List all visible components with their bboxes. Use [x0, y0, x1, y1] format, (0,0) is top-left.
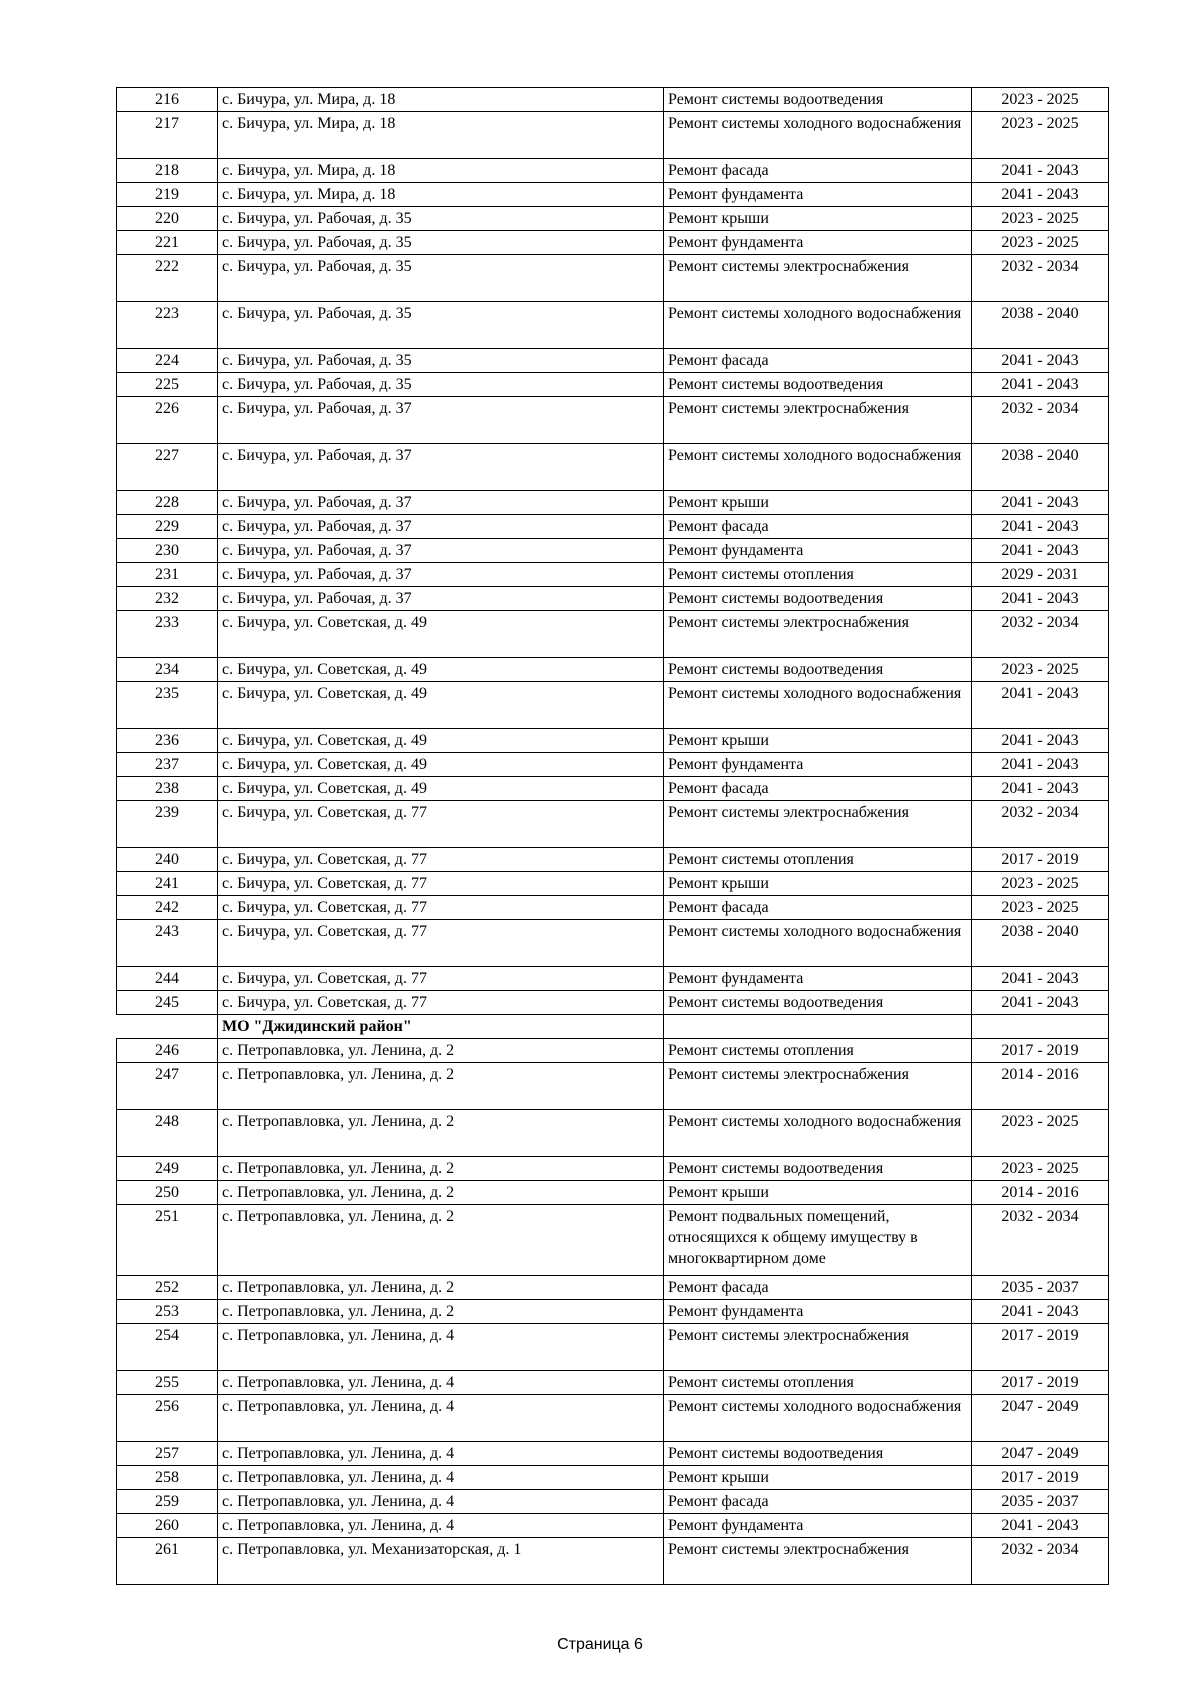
address-cell: с. Бичура, ул. Советская, д. 77	[218, 872, 664, 896]
address-cell: МО "Джидинский район"	[218, 1015, 664, 1039]
work-type-cell: Ремонт крыши	[664, 1466, 972, 1490]
period-cell: 2041 - 2043	[972, 777, 1109, 801]
address-cell: с. Бичура, ул. Советская, д. 77	[218, 848, 664, 872]
period-cell: 2023 - 2025	[972, 231, 1109, 255]
period-cell: 2023 - 2025	[972, 896, 1109, 920]
table-row	[117, 1157, 1109, 1181]
work-type-cell: Ремонт системы холодного водоснабжения	[664, 112, 972, 159]
address-cell: с. Петропавловка, ул. Ленина, д. 4	[218, 1490, 664, 1514]
row-number-cell: 228	[117, 491, 218, 515]
period-cell: 2017 - 2019	[972, 1324, 1109, 1371]
work-type-cell: Ремонт системы электроснабжения	[664, 801, 972, 848]
period-cell: 2032 - 2034	[972, 397, 1109, 444]
address-cell: с. Бичура, ул. Советская, д. 77	[218, 801, 664, 848]
row-number-cell: 230	[117, 539, 218, 563]
row-number-cell: 250	[117, 1181, 218, 1205]
row-number-cell: 247	[117, 1063, 218, 1110]
work-type-cell: Ремонт системы водоотведения	[664, 991, 972, 1015]
address-cell: с. Бичура, ул. Рабочая, д. 35	[218, 349, 664, 373]
work-type-cell: Ремонт фасада	[664, 896, 972, 920]
table-row	[117, 1466, 1109, 1490]
row-number-cell: 226	[117, 397, 218, 444]
period-cell: 2023 - 2025	[972, 658, 1109, 682]
address-cell: с. Петропавловка, ул. Ленина, д. 2	[218, 1205, 664, 1276]
table-row	[117, 777, 1109, 801]
table-row	[117, 801, 1109, 848]
address-cell: с. Бичура, ул. Советская, д. 77	[218, 920, 664, 967]
address-cell: с. Петропавловка, ул. Ленина, д. 4	[218, 1395, 664, 1442]
row-number-cell: 229	[117, 515, 218, 539]
row-number-cell: 255	[117, 1371, 218, 1395]
period-cell: 2041 - 2043	[972, 991, 1109, 1015]
table-row	[117, 1063, 1109, 1110]
row-number-cell: 236	[117, 729, 218, 753]
address-cell: с. Бичура, ул. Советская, д. 77	[218, 896, 664, 920]
address-cell: с. Петропавловка, ул. Ленина, д. 2	[218, 1157, 664, 1181]
work-type-cell: Ремонт системы водоотведения	[664, 1442, 972, 1466]
table-row	[117, 183, 1109, 207]
address-cell: с. Бичура, ул. Советская, д. 49	[218, 777, 664, 801]
address-cell: с. Бичура, ул. Рабочая, д. 35	[218, 302, 664, 349]
row-number-cell: 246	[117, 1039, 218, 1063]
table-row	[117, 587, 1109, 611]
table-row	[117, 1110, 1109, 1157]
table-row	[117, 1300, 1109, 1324]
period-cell: 2041 - 2043	[972, 373, 1109, 397]
work-type-cell: Ремонт фасада	[664, 349, 972, 373]
period-cell: 2035 - 2037	[972, 1276, 1109, 1300]
period-cell: 2017 - 2019	[972, 1466, 1109, 1490]
table-row	[117, 397, 1109, 444]
address-cell: с. Петропавловка, ул. Ленина, д. 2	[218, 1276, 664, 1300]
table-row	[117, 373, 1109, 397]
period-cell: 2032 - 2034	[972, 1205, 1109, 1276]
work-type-cell: Ремонт системы водоотведения	[664, 658, 972, 682]
address-cell: с. Петропавловка, ул. Ленина, д. 4	[218, 1371, 664, 1395]
work-type-cell: Ремонт фундамента	[664, 231, 972, 255]
work-type-cell: Ремонт системы холодного водоснабжения	[664, 444, 972, 491]
work-type-cell: Ремонт системы электроснабжения	[664, 611, 972, 658]
table-row	[117, 1205, 1109, 1276]
address-cell: с. Бичура, ул. Мира, д. 18	[218, 159, 664, 183]
period-cell: 2041 - 2043	[972, 183, 1109, 207]
work-type-cell: Ремонт фундамента	[664, 1514, 972, 1538]
period-cell: 2023 - 2025	[972, 1110, 1109, 1157]
row-number-cell: 224	[117, 349, 218, 373]
table-row	[117, 255, 1109, 302]
address-cell: с. Бичура, ул. Советская, д. 77	[218, 967, 664, 991]
address-cell: с. Бичура, ул. Советская, д. 49	[218, 658, 664, 682]
table-row	[117, 1490, 1109, 1514]
work-type-cell: Ремонт подвальных помещений, относящихся к общему имуществу в многоквартирном доме	[664, 1205, 972, 1276]
period-cell: 2023 - 2025	[972, 1157, 1109, 1181]
table-row	[117, 658, 1109, 682]
row-number-cell: 242	[117, 896, 218, 920]
address-cell: с. Бичура, ул. Мира, д. 18	[218, 183, 664, 207]
work-type-cell: Ремонт системы отопления	[664, 848, 972, 872]
row-number-cell: 232	[117, 587, 218, 611]
period-cell: 2014 - 2016	[972, 1063, 1109, 1110]
address-cell: с. Бичура, ул. Рабочая, д. 35	[218, 231, 664, 255]
address-cell: с. Бичура, ул. Рабочая, д. 37	[218, 491, 664, 515]
row-number-cell: 234	[117, 658, 218, 682]
row-number-cell: 222	[117, 255, 218, 302]
period-cell: 2017 - 2019	[972, 1039, 1109, 1063]
row-number-cell: 221	[117, 231, 218, 255]
address-cell: с. Петропавловка, ул. Ленина, д. 2	[218, 1300, 664, 1324]
row-number-cell: 223	[117, 302, 218, 349]
period-cell: 2032 - 2034	[972, 801, 1109, 848]
table-row	[117, 1514, 1109, 1538]
row-number-cell: 218	[117, 159, 218, 183]
period-cell: 2041 - 2043	[972, 729, 1109, 753]
address-cell: с. Петропавловка, ул. Ленина, д. 4	[218, 1466, 664, 1490]
address-cell: с. Бичура, ул. Советская, д. 49	[218, 729, 664, 753]
period-cell: 2047 - 2049	[972, 1395, 1109, 1442]
work-type-cell: Ремонт системы отопления	[664, 1371, 972, 1395]
row-number-cell: 254	[117, 1324, 218, 1371]
work-type-cell: Ремонт фундамента	[664, 967, 972, 991]
table-row	[117, 444, 1109, 491]
work-type-cell: Ремонт крыши	[664, 491, 972, 515]
table-row	[117, 753, 1109, 777]
work-type-cell: Ремонт системы холодного водоснабжения	[664, 682, 972, 729]
row-number-cell: 217	[117, 112, 218, 159]
work-type-cell: Ремонт крыши	[664, 1181, 972, 1205]
table-row	[117, 896, 1109, 920]
work-type-cell: Ремонт системы электроснабжения	[664, 255, 972, 302]
period-cell: 2032 - 2034	[972, 611, 1109, 658]
period-cell: 2038 - 2040	[972, 302, 1109, 349]
period-cell: 2017 - 2019	[972, 1371, 1109, 1395]
period-cell: 2038 - 2040	[972, 920, 1109, 967]
table-row	[117, 302, 1109, 349]
page-footer	[0, 1636, 1200, 1654]
work-type-cell: Ремонт системы водоотведения	[664, 373, 972, 397]
address-cell: с. Бичура, ул. Рабочая, д. 37	[218, 539, 664, 563]
table-row	[117, 563, 1109, 587]
address-cell: с. Бичура, ул. Мира, д. 18	[218, 112, 664, 159]
table-row	[117, 349, 1109, 373]
period-cell: 2041 - 2043	[972, 967, 1109, 991]
row-number-cell: 238	[117, 777, 218, 801]
work-type-cell: Ремонт фасада	[664, 515, 972, 539]
row-number-cell: 235	[117, 682, 218, 729]
row-number-cell: 219	[117, 183, 218, 207]
period-cell: 2041 - 2043	[972, 587, 1109, 611]
work-type-cell: Ремонт крыши	[664, 729, 972, 753]
address-cell: с. Бичура, ул. Рабочая, д. 37	[218, 587, 664, 611]
row-number-cell: 258	[117, 1466, 218, 1490]
row-number-cell	[117, 1015, 218, 1039]
work-type-cell: Ремонт фундамента	[664, 183, 972, 207]
work-type-cell: Ремонт системы отопления	[664, 563, 972, 587]
table-row	[117, 967, 1109, 991]
row-number-cell: 220	[117, 207, 218, 231]
work-type-cell: Ремонт системы электроснабжения	[664, 397, 972, 444]
work-type-cell: Ремонт крыши	[664, 207, 972, 231]
row-number-cell: 239	[117, 801, 218, 848]
work-type-cell: Ремонт фундамента	[664, 1300, 972, 1324]
work-type-cell: Ремонт фундамента	[664, 539, 972, 563]
row-number-cell: 245	[117, 991, 218, 1015]
period-cell: 2029 - 2031	[972, 563, 1109, 587]
period-cell: 2023 - 2025	[972, 872, 1109, 896]
work-type-cell: Ремонт системы электроснабжения	[664, 1538, 972, 1585]
address-cell: с. Бичура, ул. Рабочая, д. 37	[218, 515, 664, 539]
row-number-cell: 251	[117, 1205, 218, 1276]
row-number-cell: 237	[117, 753, 218, 777]
work-type-cell: Ремонт фасада	[664, 1490, 972, 1514]
work-type-cell: Ремонт фундамента	[664, 753, 972, 777]
table-row	[117, 1442, 1109, 1466]
work-type-cell	[664, 1015, 972, 1039]
table-row	[117, 920, 1109, 967]
work-type-cell: Ремонт системы водоотведения	[664, 88, 972, 112]
table-row	[117, 682, 1109, 729]
work-type-cell: Ремонт системы электроснабжения	[664, 1063, 972, 1110]
table-row	[117, 1039, 1109, 1063]
work-type-cell: Ремонт фасада	[664, 777, 972, 801]
table-row	[117, 848, 1109, 872]
address-cell: с. Бичура, ул. Советская, д. 49	[218, 682, 664, 729]
address-cell: с. Петропавловка, ул. Ленина, д. 4	[218, 1324, 664, 1371]
address-cell: с. Бичура, ул. Советская, д. 49	[218, 611, 664, 658]
table-row	[117, 991, 1109, 1015]
address-cell: с. Бичура, ул. Рабочая, д. 37	[218, 397, 664, 444]
table-row	[117, 729, 1109, 753]
work-type-cell: Ремонт системы электроснабжения	[664, 1324, 972, 1371]
address-cell: с. Бичура, ул. Рабочая, д. 37	[218, 563, 664, 587]
work-type-cell: Ремонт системы холодного водоснабжения	[664, 302, 972, 349]
table-row	[117, 872, 1109, 896]
row-number-cell: 257	[117, 1442, 218, 1466]
table-row	[117, 231, 1109, 255]
row-number-cell: 216	[117, 88, 218, 112]
table-row	[117, 515, 1109, 539]
table-row	[117, 539, 1109, 563]
period-cell: 2032 - 2034	[972, 1538, 1109, 1585]
table-row	[117, 1324, 1109, 1371]
row-number-cell: 256	[117, 1395, 218, 1442]
address-cell: с. Петропавловка, ул. Ленина, д. 2	[218, 1110, 664, 1157]
address-cell: с. Петропавловка, ул. Ленина, д. 2	[218, 1039, 664, 1063]
period-cell: 2041 - 2043	[972, 349, 1109, 373]
period-cell: 2032 - 2034	[972, 255, 1109, 302]
address-cell: с. Петропавловка, ул. Ленина, д. 2	[218, 1063, 664, 1110]
period-cell: 2041 - 2043	[972, 539, 1109, 563]
work-type-cell: Ремонт фасада	[664, 1276, 972, 1300]
period-cell: 2038 - 2040	[972, 444, 1109, 491]
address-cell: с. Бичура, ул. Рабочая, д. 37	[218, 444, 664, 491]
period-cell: 2041 - 2043	[972, 1514, 1109, 1538]
row-number-cell: 225	[117, 373, 218, 397]
period-cell: 2014 - 2016	[972, 1181, 1109, 1205]
table-row	[117, 159, 1109, 183]
work-type-cell: Ремонт системы отопления	[664, 1039, 972, 1063]
table-row	[117, 1181, 1109, 1205]
row-number-cell: 244	[117, 967, 218, 991]
table-row	[117, 1276, 1109, 1300]
address-cell: с. Петропавловка, ул. Ленина, д. 4	[218, 1442, 664, 1466]
row-number-cell: 248	[117, 1110, 218, 1157]
period-cell: 2023 - 2025	[972, 207, 1109, 231]
row-number-cell: 249	[117, 1157, 218, 1181]
table-row	[117, 112, 1109, 159]
table-body	[117, 88, 1109, 1585]
period-cell: 2041 - 2043	[972, 515, 1109, 539]
period-cell: 2041 - 2043	[972, 159, 1109, 183]
row-number-cell: 243	[117, 920, 218, 967]
address-cell: с. Петропавловка, ул. Ленина, д. 4	[218, 1514, 664, 1538]
row-number-cell: 252	[117, 1276, 218, 1300]
address-cell: с. Бичура, ул. Рабочая, д. 35	[218, 373, 664, 397]
work-type-cell: Ремонт системы холодного водоснабжения	[664, 1395, 972, 1442]
table-row	[117, 1538, 1109, 1585]
page-number-label: Страница 6	[557, 1636, 643, 1653]
table-row	[117, 491, 1109, 515]
row-number-cell: 231	[117, 563, 218, 587]
period-cell: 2023 - 2025	[972, 112, 1109, 159]
period-cell: 2023 - 2025	[972, 88, 1109, 112]
address-cell: с. Бичура, ул. Советская, д. 77	[218, 991, 664, 1015]
work-type-cell: Ремонт фасада	[664, 159, 972, 183]
period-cell: 2035 - 2037	[972, 1490, 1109, 1514]
work-type-cell: Ремонт системы холодного водоснабжения	[664, 1110, 972, 1157]
work-type-cell: Ремонт системы водоотведения	[664, 1157, 972, 1181]
row-number-cell: 233	[117, 611, 218, 658]
row-number-cell: 253	[117, 1300, 218, 1324]
address-cell: с. Петропавловка, ул. Ленина, д. 2	[218, 1181, 664, 1205]
period-cell: 2041 - 2043	[972, 1300, 1109, 1324]
work-type-cell: Ремонт системы водоотведения	[664, 587, 972, 611]
row-number-cell: 260	[117, 1514, 218, 1538]
table-row	[117, 1371, 1109, 1395]
work-type-cell: Ремонт крыши	[664, 872, 972, 896]
section-header-row	[117, 1015, 1109, 1039]
row-number-cell: 259	[117, 1490, 218, 1514]
row-number-cell: 241	[117, 872, 218, 896]
address-cell: с. Бичура, ул. Мира, д. 18	[218, 88, 664, 112]
work-type-cell: Ремонт системы холодного водоснабжения	[664, 920, 972, 967]
period-cell	[972, 1015, 1109, 1039]
row-number-cell: 261	[117, 1538, 218, 1585]
period-cell: 2041 - 2043	[972, 682, 1109, 729]
period-cell: 2017 - 2019	[972, 848, 1109, 872]
repair-schedule-table	[116, 87, 1109, 1585]
table-row	[117, 1395, 1109, 1442]
table-row	[117, 88, 1109, 112]
address-cell: с. Бичура, ул. Рабочая, д. 35	[218, 207, 664, 231]
table-row	[117, 207, 1109, 231]
period-cell: 2041 - 2043	[972, 753, 1109, 777]
period-cell: 2041 - 2043	[972, 491, 1109, 515]
address-cell: с. Бичура, ул. Рабочая, д. 35	[218, 255, 664, 302]
table-row	[117, 611, 1109, 658]
address-cell: с. Бичура, ул. Советская, д. 49	[218, 753, 664, 777]
row-number-cell: 227	[117, 444, 218, 491]
period-cell: 2047 - 2049	[972, 1442, 1109, 1466]
address-cell: с. Петропавловка, ул. Механизаторская, д. 1	[218, 1538, 664, 1585]
row-number-cell: 240	[117, 848, 218, 872]
